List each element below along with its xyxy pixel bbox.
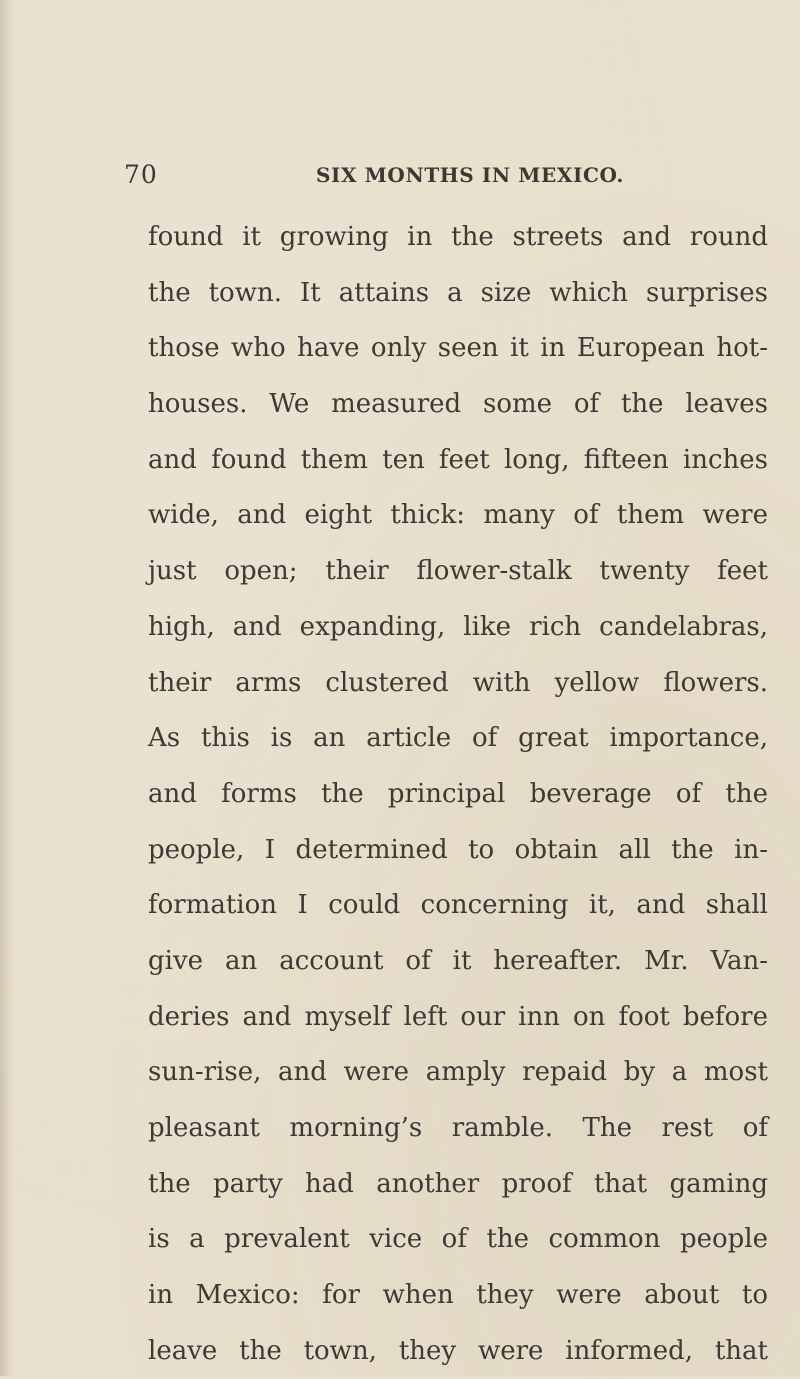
text-line: the town. It attains a size which surprises — [148, 277, 768, 308]
running-head — [124, 160, 764, 194]
text-line: their arms clustered with yellow flowers. — [148, 667, 768, 698]
running-title: SIX MONTHS IN MEXICO. — [316, 163, 624, 187]
text-line: in Mexico: for when they were about to — [148, 1280, 768, 1311]
text-line: high, and expanding, like rich candelabras, — [148, 611, 768, 642]
text-line: leave the town, they were informed, that — [148, 1335, 768, 1366]
text-line: deries and myself left our inn on foot before — [148, 1001, 768, 1032]
text-line: pleasant morning’s ramble. The rest of — [148, 1113, 768, 1143]
text-line: and forms the principal beverage of the — [148, 778, 768, 809]
text-line: those who have only seen it in European hot- — [148, 333, 768, 364]
text-line: houses. We measured some of the leaves — [148, 389, 768, 420]
text-line: people, I determined to obtain all the in- — [148, 834, 768, 865]
body-text — [148, 210, 768, 1379]
page-number: 70 — [124, 160, 158, 189]
text-line: just open; their flower-stalk twenty feet — [148, 556, 768, 587]
text-line: sun-rise, and were amply repaid by a most — [148, 1057, 768, 1088]
text-line: is a prevalent vice of the common people — [148, 1224, 768, 1255]
text-line: give an account of it hereafter. Mr. Van- — [148, 945, 768, 976]
text-line: the party had another proof that gaming — [148, 1168, 768, 1199]
text-line: found it growing in the streets and round — [148, 222, 768, 252]
text-line: and found them ten feet long, fifteen inches — [148, 444, 768, 475]
page-gutter-shadow — [0, 0, 14, 1376]
text-line: As this is an article of great importance, — [148, 723, 768, 754]
text-line: formation I could concerning it, and shall — [148, 890, 768, 921]
text-line: wide, and eight thick: many of them were — [148, 500, 768, 531]
